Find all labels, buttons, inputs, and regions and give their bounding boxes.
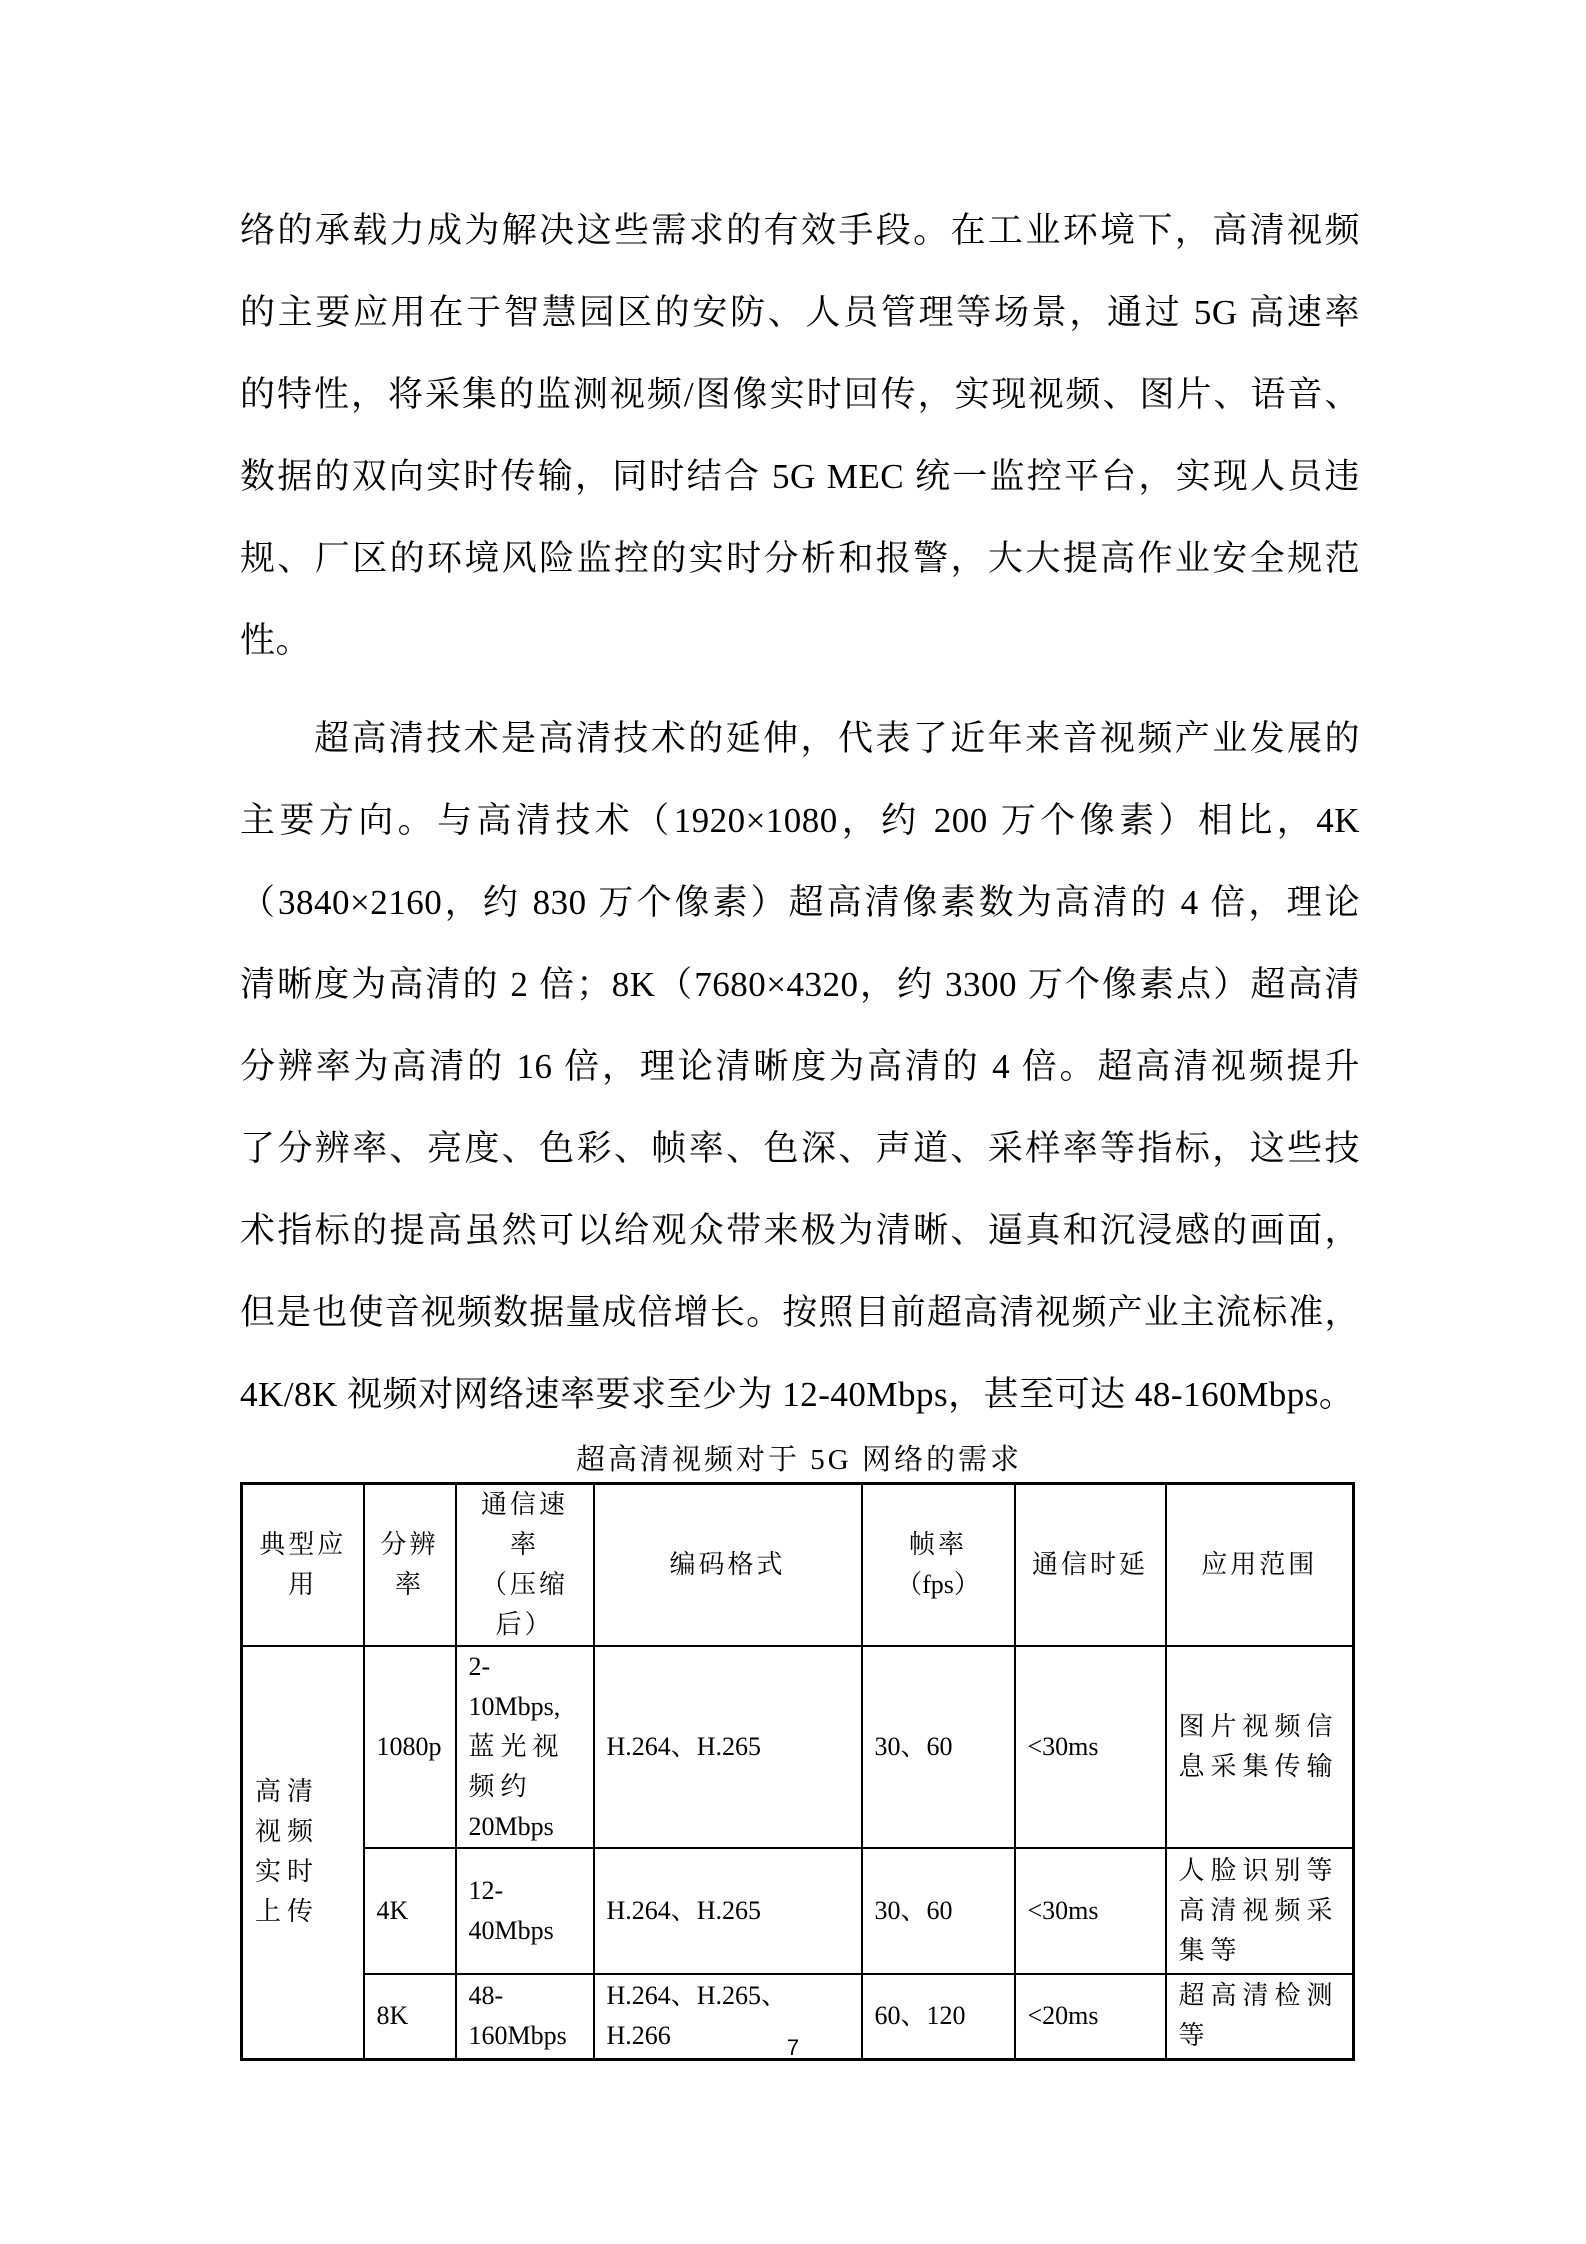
paragraph-5g-industrial-video — [240, 190, 1360, 682]
latency-cell: <30ms — [1015, 1848, 1166, 1974]
codec-cell: H.264、H.265 — [594, 1646, 862, 1848]
text-line: 分辨率为高清的 16 倍，理论清晰度为高清的 4 倍。超高清视频提升 — [240, 1047, 1360, 1086]
header-comm-rate: 通信速率 （压缩后） — [456, 1484, 594, 1647]
paragraph-uhd-technology — [240, 698, 1360, 1436]
text-line: 络的承载力成为解决这些需求的有效手段。在工业环境下，高清视频 — [240, 211, 1360, 250]
header-typical-app: 典型应用 — [242, 1484, 364, 1647]
table-row — [242, 1646, 1354, 1848]
scope-cell: 图片视频信 息采集传输 — [1166, 1646, 1354, 1848]
header-scope: 应用范围 — [1166, 1484, 1354, 1647]
resolution-cell: 1080p — [364, 1646, 456, 1848]
text-line: 数据的双向实时传输，同时结合 5G MEC 统一监控平台，实现人员违 — [240, 457, 1360, 496]
header-resolution: 分辨率 — [364, 1484, 456, 1647]
text-line: 但是也使音视频数据量成倍增长。按照目前超高清视频产业主流标准， — [240, 1293, 1360, 1332]
rate-cell: 12-40Mbps — [456, 1848, 594, 1974]
scope-cell: 人脸识别等 高清视频采 集等 — [1166, 1848, 1354, 1974]
fps-cell: 30、60 — [862, 1848, 1015, 1974]
text-line: 主要方向。与高清技术（1920×1080，约 200 万个像素）相比，4K — [240, 801, 1360, 840]
text-line: 规、厂区的环境风险监控的实时分析和报警，大大提高作业安全规范 — [240, 539, 1360, 578]
resolution-cell: 4K — [364, 1848, 456, 1974]
scope-cell: 超高清检测 等 — [1166, 1974, 1354, 2059]
text-line: （3840×2160，约 830 万个像素）超高清像素数为高清的 4 倍，理论 — [240, 883, 1360, 922]
text-line: 的特性，将采集的监测视频/图像实时回传，实现视频、图片、语音、 — [240, 375, 1360, 414]
text-line: 性。 — [240, 621, 312, 660]
page-number: 7 — [786, 2035, 800, 2060]
header-codec: 编码格式 — [594, 1484, 862, 1647]
text-line: 了分辨率、亮度、色彩、帧率、色深、声道、采样率等指标，这些技 — [240, 1129, 1360, 1168]
table-caption: 超高清视频对于 5G 网络的需求 — [576, 1444, 1022, 1476]
rate-cell: 48- 160Mbps — [456, 1974, 594, 2059]
table-row — [242, 1848, 1354, 1974]
header-frame-rate: 帧率 （fps） — [862, 1484, 1015, 1647]
text-line: 的主要应用在于智慧园区的安防、人员管理等场景，通过 5G 高速率 — [240, 293, 1360, 332]
latency-cell: <20ms — [1015, 1974, 1166, 2059]
fps-cell: 60、120 — [862, 1974, 1015, 2059]
resolution-cell: 8K — [364, 1974, 456, 2059]
text-line: 清晰度为高清的 2 倍；8K（7680×4320，约 3300 万个像素点）超高清 — [240, 965, 1360, 1004]
latency-cell: <30ms — [1015, 1646, 1166, 1848]
uhd-5g-requirements-table — [240, 1482, 1355, 2061]
rate-cell: 2-10Mbps, 蓝光视频约 20Mbps — [456, 1646, 594, 1848]
text-line: 4K/8K 视频对网络速率要求至少为 12-40Mbps，甚至可达 48-160Mbps。 — [240, 1375, 1355, 1414]
text-line: 术指标的提高虽然可以给观众带来极为清晰、逼真和沉浸感的画面， — [240, 1211, 1360, 1250]
codec-cell: H.264、H.265、 H.266 — [594, 1974, 862, 2059]
fps-cell: 30、60 — [862, 1646, 1015, 1848]
group-label-cell: 高清视频 实时上传 — [242, 1646, 364, 2059]
table-header-row — [242, 1484, 1354, 1647]
codec-cell: H.264、H.265 — [594, 1848, 862, 1974]
header-latency: 通信时延 — [1015, 1484, 1166, 1647]
text-line: 超高清技术是高清技术的延伸，代表了近年来音视频产业发展的 — [314, 719, 1360, 758]
